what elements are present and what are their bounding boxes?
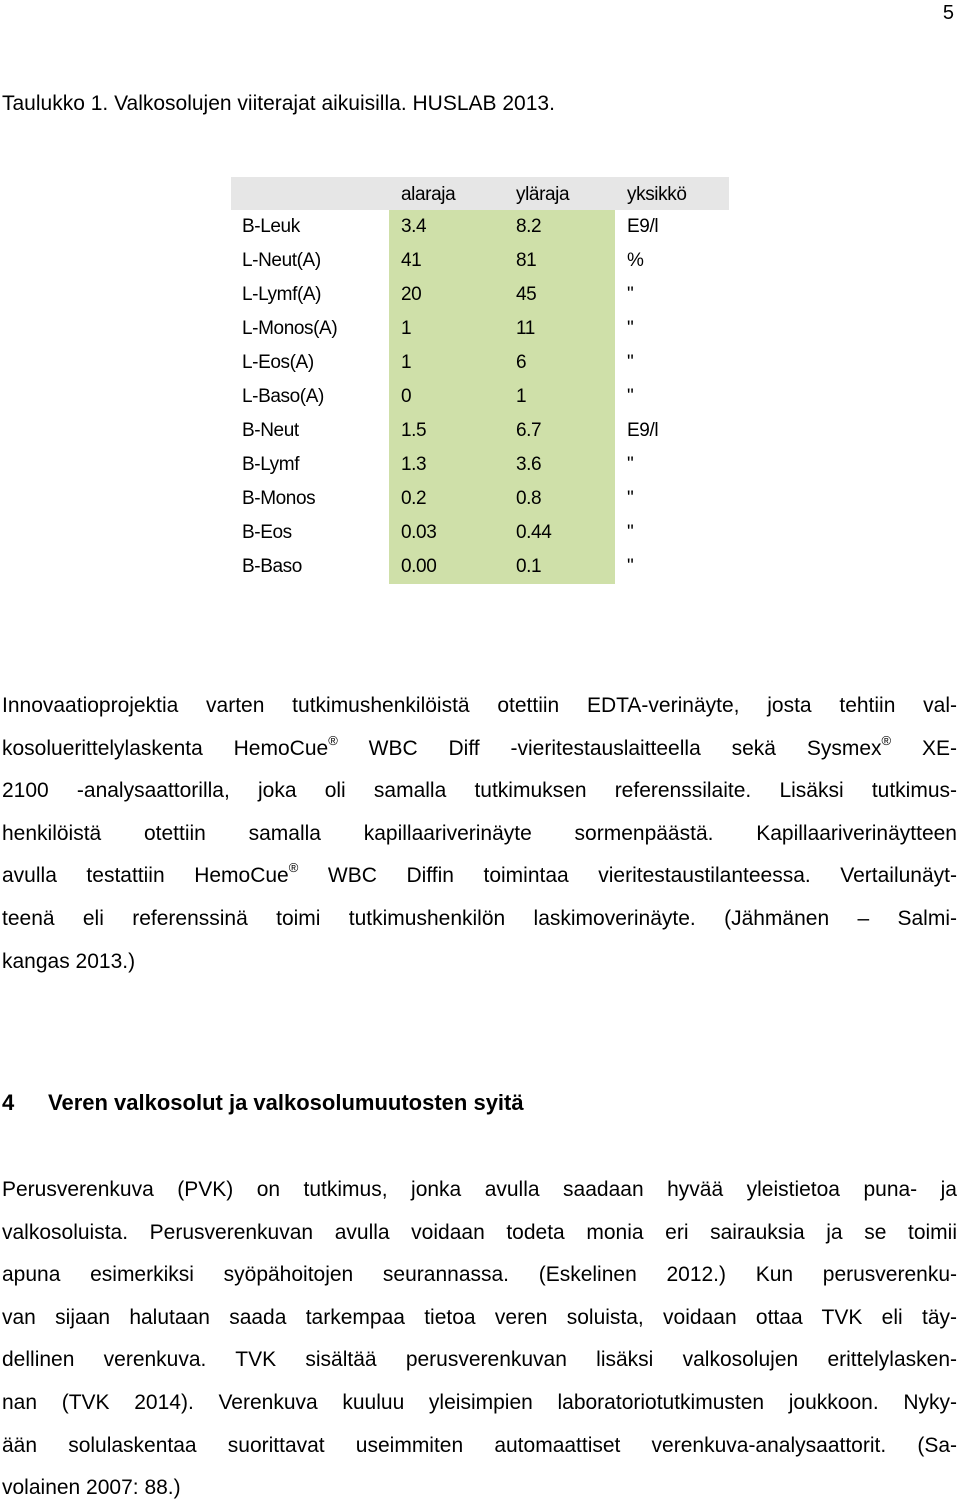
table-row — [231, 516, 729, 550]
cell-unit: % — [627, 250, 644, 271]
text-segment: teenä eli referenssinä toimi tutkimushenkilön laskimoverinäyte. (Jähmänen – Salmi- — [2, 906, 957, 930]
text-segment: WBC Diff -vieritestauslaitteella sekä Sysmex — [337, 736, 882, 760]
text-line — [2, 1382, 957, 1425]
text-segment: kosoluerittelylaskenta HemoCue — [2, 736, 329, 760]
text-segment: XE- — [891, 736, 957, 760]
cell-name: B-Eos — [242, 522, 292, 543]
table-header-cell: yksikkö — [627, 183, 687, 205]
text-line — [2, 1212, 957, 1255]
table-caption: Taulukko 1. Valkosolujen viiterajat aikuisilla. HUSLAB 2013. — [2, 92, 555, 115]
text-line — [2, 1467, 957, 1510]
table-body — [231, 210, 729, 584]
cell-name: L-Neut(A) — [242, 250, 321, 271]
cell-low: 1 — [389, 346, 504, 380]
text-segment: avulla testattiin HemoCue — [2, 864, 289, 888]
cell-unit: " — [627, 488, 634, 509]
registered-mark: ® — [328, 732, 338, 748]
table-row — [231, 482, 729, 516]
cell-name: B-Neut — [242, 420, 299, 441]
cell-high: 6 — [504, 346, 615, 380]
cell-high: 0.8 — [504, 482, 615, 516]
table-header-cell: yläraja — [516, 183, 570, 205]
table-row — [231, 448, 729, 482]
cell-low: 0 — [389, 380, 504, 414]
cell-unit: E9/l — [627, 216, 659, 237]
text-line — [2, 1339, 957, 1382]
cell-low: 0.2 — [389, 482, 504, 516]
text-segment: nan (TVK 2014). Verenkuva kuuluu yleisimpien laboratoriotutkimusten joukkoon. Nyky- — [2, 1390, 957, 1414]
text-segment: ään solulaskentaa suorittavat useimmiten automaattiset verenkuva-analysaattorit. (Sa- — [2, 1433, 957, 1457]
text-line — [2, 1425, 957, 1468]
registered-mark: ® — [881, 732, 892, 748]
reference-table — [231, 177, 729, 584]
cell-unit: " — [627, 556, 634, 577]
text-segment: valkosoluista. Perusverenkuvan avulla voidaan todeta monia eri sairauksia ja se toimii — [2, 1220, 957, 1244]
cell-high: 6.7 — [504, 414, 615, 448]
page-number: 5 — [942, 2, 954, 24]
table-row — [231, 210, 729, 244]
text-line — [2, 1169, 957, 1212]
text-segment: apuna esimerkiksi syöpähoitojen seurannassa. (Eskelinen 2012.) Kun perusverenku- — [2, 1263, 957, 1287]
cell-unit: " — [627, 386, 634, 407]
cell-unit: E9/l — [627, 420, 659, 441]
cell-low: 1.3 — [389, 448, 504, 482]
text-segment: WBC Diffin toimintaa vieritestaustilanteessa. Vertailunäyt- — [298, 864, 957, 888]
text-segment: Perusverenkuva (PVK) on tutkimus, jonka avulla saadaan hyvää yleistietoa puna- ja — [2, 1178, 957, 1201]
table-header-cell — [231, 177, 389, 210]
cell-name: B-Monos — [242, 488, 316, 509]
text-line — [2, 855, 957, 898]
text-line — [2, 941, 957, 984]
cell-high: 0.1 — [504, 550, 615, 584]
text-line — [2, 728, 957, 771]
cell-name: L-Baso(A) — [242, 386, 324, 407]
paragraph-innovation-project — [2, 685, 957, 983]
paragraph-blood-count — [2, 1169, 957, 1510]
section-heading — [2, 1090, 524, 1116]
table-row — [231, 312, 729, 346]
cell-name: L-Monos(A) — [242, 318, 338, 339]
table-row — [231, 278, 729, 312]
table-row — [231, 414, 729, 448]
cell-low: 41 — [389, 244, 504, 278]
table-header-row — [231, 177, 729, 210]
cell-low: 0.03 — [389, 516, 504, 550]
cell-name: L-Eos(A) — [242, 352, 314, 373]
text-segment: dellinen verenkuva. TVK sisältää perusverenkuvan lisäksi valkosolujen erittelylasken- — [2, 1348, 957, 1372]
table-row — [231, 346, 729, 380]
cell-unit: " — [627, 522, 634, 543]
cell-high: 11 — [504, 312, 615, 346]
text-segment: volainen 2007: 88.) — [2, 1476, 181, 1500]
text-line — [2, 1297, 957, 1340]
text-line — [2, 813, 957, 856]
text-segment: henkilöistä otettiin samalla kapillaariverinäyte sormenpäästä. Kapillaariverinäytteen — [2, 821, 957, 845]
registered-mark: ® — [288, 860, 299, 876]
cell-high: 1 — [504, 380, 615, 414]
table-row — [231, 380, 729, 414]
text-segment: kangas 2013.) — [2, 949, 136, 973]
cell-unit: " — [627, 318, 634, 339]
text-line — [2, 770, 957, 813]
text-segment: van sijaan halutaan saada tarkempaa tietoa veren soluista, voidaan ottaa TVK eli täy- — [2, 1305, 957, 1329]
cell-unit: " — [627, 454, 634, 475]
cell-name: L-Lymf(A) — [242, 284, 322, 305]
cell-low: 0.00 — [389, 550, 504, 584]
cell-name: B-Lymf — [242, 454, 300, 475]
text-line — [2, 1254, 957, 1297]
cell-low: 1 — [389, 312, 504, 346]
text-segment: 2100 -analysaattorilla, joka oli samalla tutkimuksen referenssilaite. Lisäksi tutkimus- — [2, 779, 957, 803]
cell-low: 3.4 — [389, 210, 504, 244]
table-header-cell: alaraja — [401, 183, 456, 205]
section-title: Veren valkosolut ja valkosolumuutosten syitä — [48, 1090, 524, 1115]
text-line — [2, 685, 957, 728]
cell-low: 1.5 — [389, 414, 504, 448]
cell-high: 3.6 — [504, 448, 615, 482]
cell-name: B-Baso — [242, 556, 302, 577]
section-number: 4 — [2, 1090, 15, 1115]
text-segment: Innovaatioprojektia varten tutkimushenkilöistä otettiin EDTA-verinäyte, josta tehtiin val- — [2, 694, 957, 717]
cell-name: B-Leuk — [242, 216, 300, 237]
table-row — [231, 550, 729, 584]
cell-unit: " — [627, 284, 634, 305]
cell-high: 0.44 — [504, 516, 615, 550]
cell-high: 81 — [504, 244, 615, 278]
table-row — [231, 244, 729, 278]
cell-low: 20 — [389, 278, 504, 312]
cell-unit: " — [627, 352, 634, 373]
text-line — [2, 898, 957, 941]
cell-high: 8.2 — [504, 210, 615, 244]
cell-high: 45 — [504, 278, 615, 312]
